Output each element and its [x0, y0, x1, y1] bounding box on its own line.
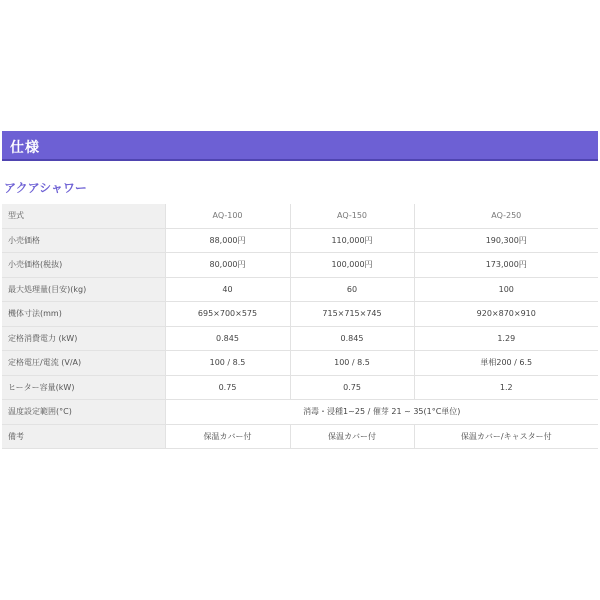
table-row [2, 375, 598, 400]
table-row [2, 253, 598, 278]
table-cell: 100 / 8.5 [290, 351, 414, 376]
row-label: 定格電圧/電流 (V/A) [2, 351, 165, 376]
row-label: 備考 [2, 424, 165, 449]
model-name: AQ-250 [414, 204, 598, 228]
table-row [2, 326, 598, 351]
table-cell: 190,300円 [414, 228, 598, 253]
table-cell: 715×715×745 [290, 302, 414, 327]
table-cell: 173,000円 [414, 253, 598, 278]
table-cell: 100 / 8.5 [165, 351, 290, 376]
table-cell: 保温カバー付 [290, 424, 414, 449]
section-header [2, 131, 598, 161]
row-label: 小売価格 [2, 228, 165, 253]
table-cell: 保温カバー/キャスター付 [414, 424, 598, 449]
table-cell: 0.845 [165, 326, 290, 351]
table-cell: 100,000円 [290, 253, 414, 278]
row-label: 小売価格(税抜) [2, 253, 165, 278]
row-label: 型式 [2, 204, 165, 228]
table-cell: 1.29 [414, 326, 598, 351]
product-name: アクアシャワー [4, 181, 87, 195]
model-name: AQ-100 [165, 204, 290, 228]
table-row [2, 302, 598, 327]
temperature-range-cell: 消毒・浸種1~25 / 催芽 21 ~ 35(1°C単位) [165, 400, 598, 425]
table-cell: 100 [414, 277, 598, 302]
table-cell: 920×870×910 [414, 302, 598, 327]
table-cell: 40 [165, 277, 290, 302]
table-row-temperature [2, 400, 598, 425]
table-cell: 60 [290, 277, 414, 302]
section-title: 仕様 [10, 140, 40, 156]
row-label: 定格消費電力 (kW) [2, 326, 165, 351]
table-cell: 0.75 [165, 375, 290, 400]
table-row [2, 277, 598, 302]
row-label: 温度設定範囲(°C) [2, 400, 165, 425]
model-name: AQ-150 [290, 204, 414, 228]
table-cell: 保温カバー付 [165, 424, 290, 449]
row-label: ヒーター容量(kW) [2, 375, 165, 400]
table-cell: 1.2 [414, 375, 598, 400]
table-row-notes [2, 424, 598, 449]
table-cell: 単相200 / 6.5 [414, 351, 598, 376]
row-label: 最大処理量(目安)(kg) [2, 277, 165, 302]
table-cell: 695×700×575 [165, 302, 290, 327]
table-cell: 80,000円 [165, 253, 290, 278]
table-header-row [2, 204, 598, 228]
spec-table [2, 204, 598, 449]
table-cell: 0.75 [290, 375, 414, 400]
table-cell: 110,000円 [290, 228, 414, 253]
table-cell: 88,000円 [165, 228, 290, 253]
table-row [2, 228, 598, 253]
table-row [2, 351, 598, 376]
row-label: 機体寸法(mm) [2, 302, 165, 327]
table-cell: 0.845 [290, 326, 414, 351]
